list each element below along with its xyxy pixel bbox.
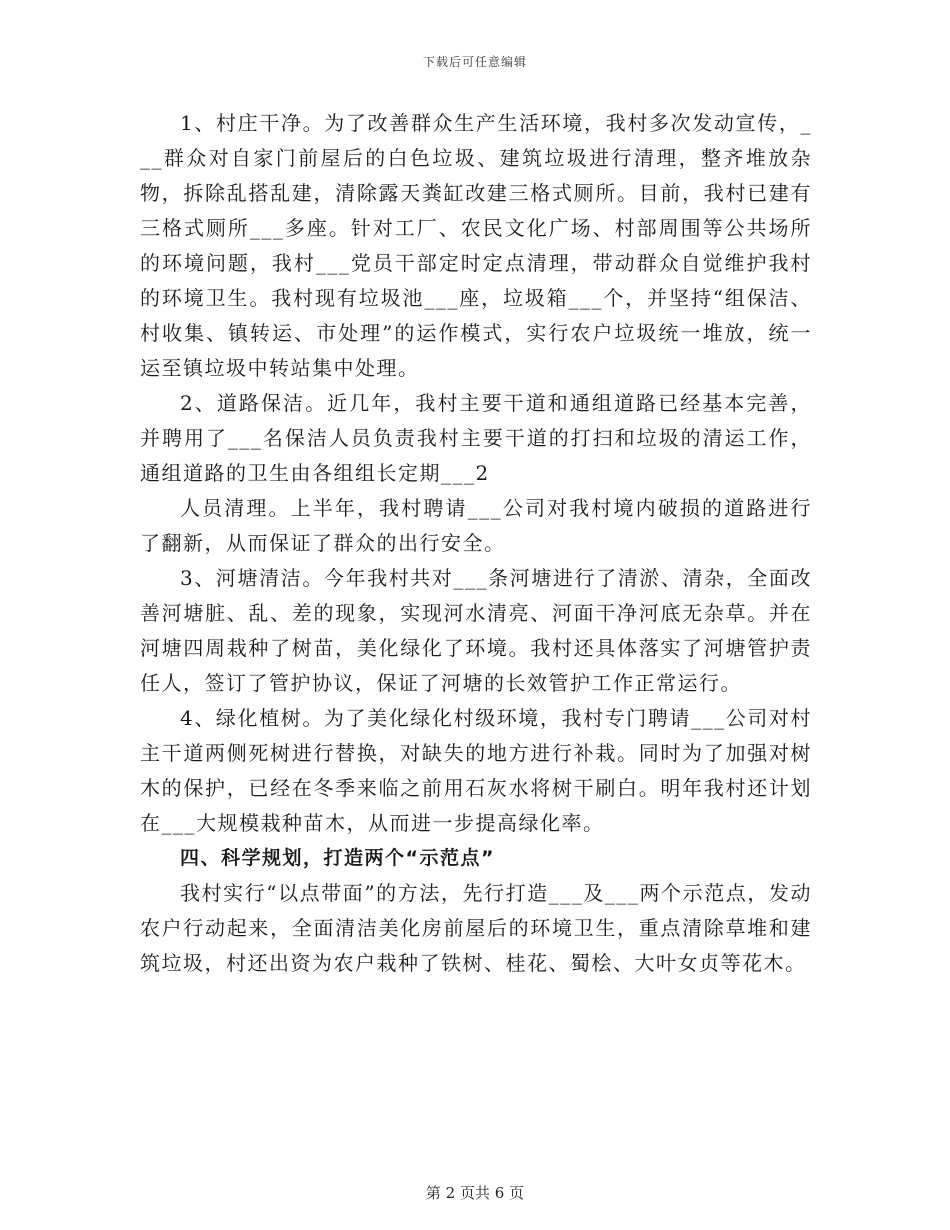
page-number: 第 2 页共 6 页 <box>425 1184 525 1202</box>
paragraph-road-cleaning: 2、道路保洁。近几年，我村主要干道和通组道路已经基本完善，并聘用了___名保洁人员负责我村主要干道的打扫和垃圾的清运工作，通组道路的卫生由各组组长定期___2 <box>140 391 812 485</box>
paragraph-tree-planting: 4、绿化植树。为了美化绿化村级环境，我村专门聘请___公司对村主干道两侧死树进行替换，对缺失的地方进行补栽。同时为了加强对树木的保护，已经在冬季来临之前用石灰水将树干刷白。明年我村还计划在___大规模栽种苗木，从而进一步提高绿化率。 <box>140 706 812 835</box>
paragraph-village-clean: 1、村庄干净。为了改善群众生产生活环境，我村多次发动宣传，___群众对自家门前屋后的白色垃圾、建筑垃圾进行清理，整齐堆放杂物，拆除乱搭乱建，清除露天粪缸改建三格式厕所。目前，我村已建有三格式厕所___多座。针对工厂、农民文化广场、村部周围等公共场所的环境问题，我村___党员干部定时定点清理，带动群众自觉维护我村的环境卫生。我村现有垃圾池___座，垃圾箱___个，并坚持“组保洁、村收集、镇转运、市处理”的运作模式，实行农户垃圾统一堆放，统一运至镇垃圾中转站集中处理。 <box>140 111 812 380</box>
page-header: 下载后可任意编辑 <box>422 55 527 69</box>
paragraph-road-cleaning-continued: 人员清理。上半年，我村聘请___公司对我村境内破损的道路进行了翻新，从而保证了群众的出行安全。 <box>140 496 812 555</box>
section-heading: 四、科学规划，打造两个“示范点” <box>180 847 495 869</box>
paragraph-demonstration-sites: 我村实行“以点带面”的方法，先行打造___及___两个示范点，发动农户行动起来，全面清洁美化房前屋后的环境卫生，重点清除草堆和建筑垃圾，村还出资为农户栽种了铁树、桂花、蜀桧、大叶女贞等花木。 <box>140 881 812 975</box>
document-body <box>140 106 812 981</box>
paragraph-pond-cleaning: 3、河塘清洁。今年我村共对___条河塘进行了清淤、清杂，全面改善河塘脏、乱、差的现象，实现河水清亮、河面干净河底无杂草。并在河塘四周栽种了树苗，美化绿化了环境。我村还具体落实了河塘管护责任人，签订了管护协议，保证了河塘的长效管护工作正常运行。 <box>140 566 812 695</box>
